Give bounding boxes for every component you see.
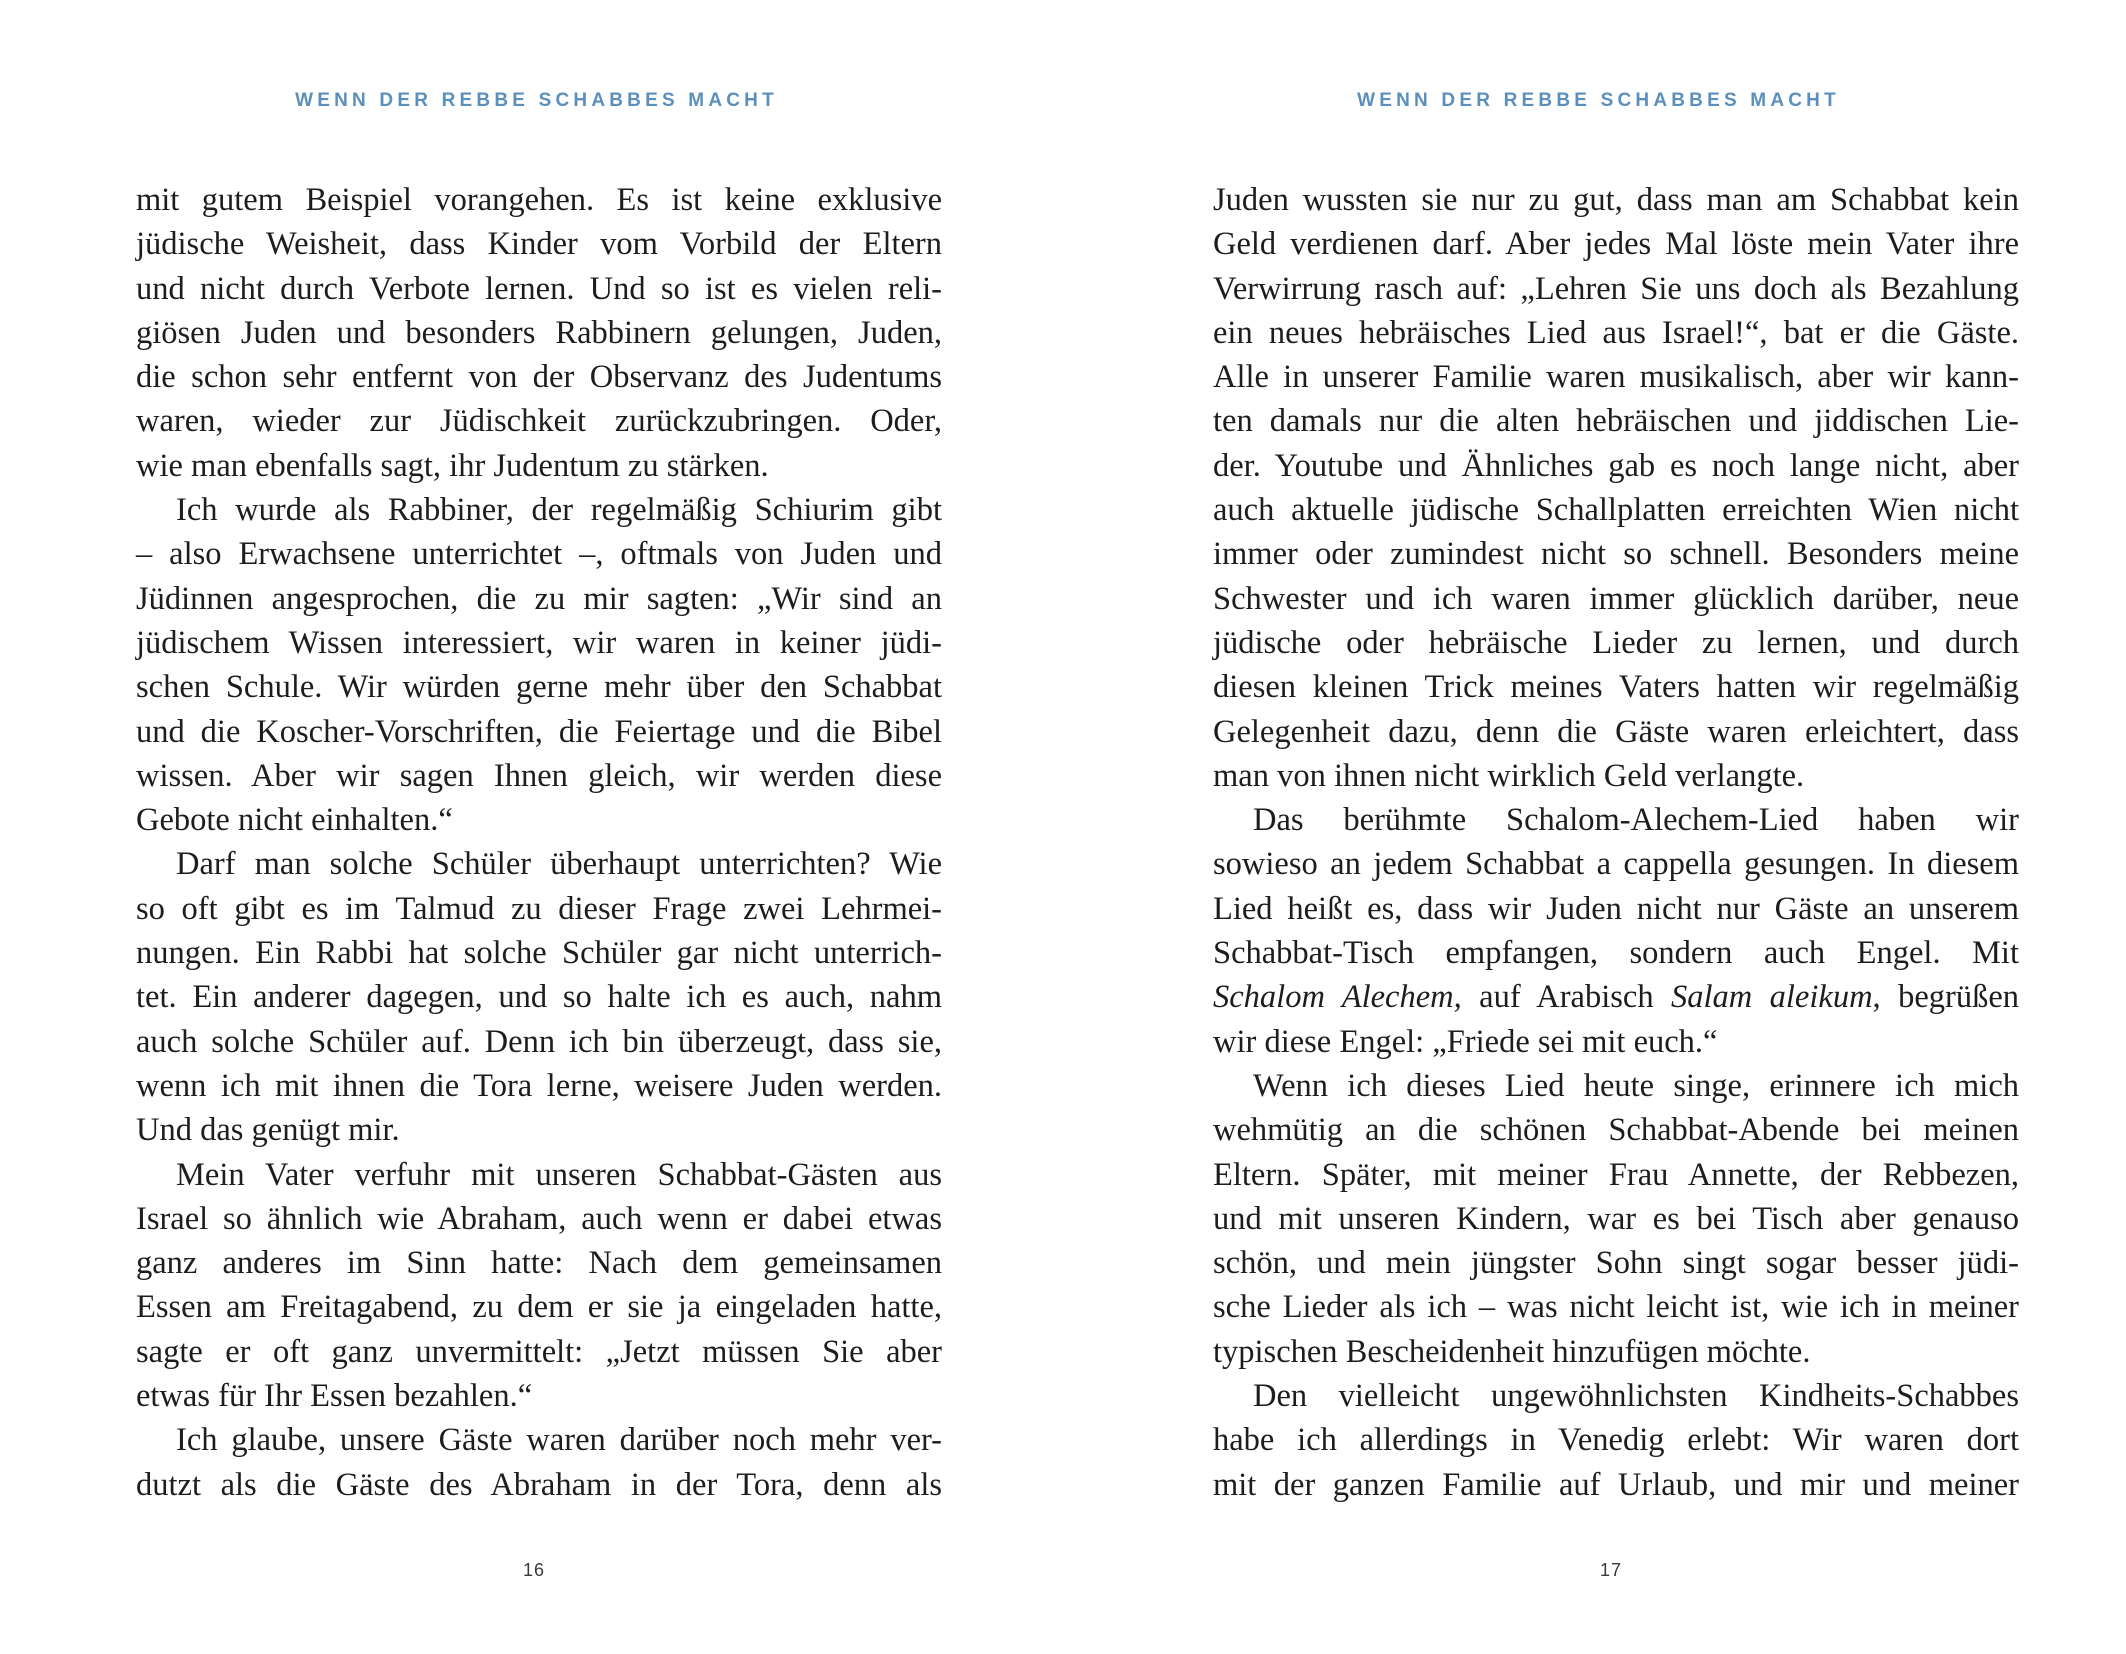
text-line: Und das genügt mir.: [136, 1112, 400, 1149]
text-line: typischen Bescheidenheit hinzufügen möchte.: [1213, 1333, 1811, 1370]
text-line: Alle in unserer Familie waren musikalisch, aber wir kann-: [1213, 359, 2019, 396]
text-line: wir diese Engel: „Friede sei mit euch.“: [1213, 1023, 1718, 1060]
text-line: Den vielleicht ungewöhnlichsten Kindheits-Schabbes: [1253, 1378, 2019, 1415]
text-line: Ich glaube, unsere Gäste waren darüber noch mehr ver-: [176, 1422, 942, 1459]
page-number: 16: [523, 1560, 546, 1580]
text-line: Mein Vater verfuhr mit unseren Schabbat-Gästen aus: [176, 1156, 942, 1193]
text-line: jüdische Weisheit, dass Kinder vom Vorbild der Eltern: [136, 226, 942, 263]
text-line: ganz anderes im Sinn hatte: Nach dem gemeinsamen: [136, 1245, 942, 1282]
body-text: [136, 178, 942, 1507]
text-line: sowieso an jedem Schabbat a cappella gesungen. In diesem: [1213, 846, 2019, 883]
running-head: WENN DER REBBE SCHABBES MACHT: [1357, 90, 1840, 111]
text-span: , begrüßen: [1872, 979, 2019, 1016]
text-span: auf Arabisch: [1461, 979, 1671, 1016]
text-line: etwas für Ihr Essen bezahlen.“: [136, 1378, 533, 1415]
text-line: sagte er oft ganz unvermittelt: „Jetzt müssen Sie aber: [136, 1333, 942, 1370]
text-line: so oft gibt es im Talmud zu dieser Frage zwei Lehrmei-: [136, 890, 942, 927]
text-line: giösen Juden und besonders Rabbinern gelungen, Juden,: [136, 314, 942, 351]
text-line: mit der ganzen Familie auf Urlaub, und mir und meiner: [1213, 1466, 2019, 1503]
italic-text: Salam aleikum: [1671, 979, 1873, 1016]
running-head: WENN DER REBBE SCHABBES MACHT: [295, 90, 778, 111]
body-text: [1213, 178, 2019, 1507]
text-line: und nicht durch Verbote lernen. Und so ist es vielen reli-: [136, 270, 942, 307]
text-line: auch solche Schüler auf. Denn ich bin überzeugt, dass sie,: [136, 1023, 942, 1060]
text-line: Gelegenheit dazu, denn die Gäste waren erleichtert, dass: [1213, 713, 2019, 750]
text-line: wehmütig an die schönen Schabbat-Abende bei meinen: [1213, 1112, 2019, 1149]
text-line: Schabbat-Tisch empfangen, sondern auch Engel. Mit: [1213, 935, 2019, 972]
text-line: wissen. Aber wir sagen Ihnen gleich, wir werden diese: [136, 757, 942, 794]
text-line: habe ich allerdings in Venedig erlebt: Wir waren dort: [1213, 1422, 2019, 1459]
text-line: immer oder zumindest nicht so schnell. Besonders meine: [1213, 536, 2019, 573]
text-line: nungen. Ein Rabbi hat solche Schüler gar nicht unterrich-: [136, 935, 942, 972]
text-line: Ich wurde als Rabbiner, der regelmäßig Schiurim gibt: [176, 492, 942, 529]
page-number: 17: [1600, 1560, 1623, 1580]
text-line: Verwirrung rasch auf: „Lehren Sie uns doch als Bezahlung: [1213, 270, 2019, 307]
text-line: – also Erwachsene unterrichtet –, oftmals von Juden und: [136, 536, 942, 573]
text-line: diesen kleinen Trick meines Vaters hatten wir regelmäßig: [1213, 669, 2019, 706]
text-line: mit gutem Beispiel vorangehen. Es ist keine exklusive: [136, 182, 942, 218]
text-line: jüdische oder hebräische Lieder zu lernen, und durch: [1213, 624, 2019, 661]
text-line: schen Schule. Wir würden gerne mehr über den Schabbat: [136, 669, 942, 706]
text-line: Essen am Freitagabend, zu dem er sie ja eingeladen hatte,: [136, 1289, 942, 1326]
text-line: ten damals nur die alten hebräischen und jiddischen Lie-: [1213, 403, 2019, 440]
text-line: und die Koscher-Vorschriften, die Feiertage und die Bibel: [136, 713, 942, 750]
text-line: schön, und mein jüngster Sohn singt sogar besser jüdi-: [1213, 1245, 2019, 1282]
text-line: und mit unseren Kindern, war es bei Tisch aber genauso: [1213, 1200, 2019, 1237]
text-line: man von ihnen nicht wirklich Geld verlangte.: [1213, 757, 1805, 794]
text-line: Gebote nicht einhalten.“: [136, 802, 453, 839]
text-line: [1213, 975, 2019, 1019]
text-line: Das berühmte Schalom-Alechem-Lied haben wir: [1253, 802, 2019, 839]
italic-text: Schalom Alechem,: [1213, 979, 1462, 1016]
text-line: Jüdinnen angesprochen, die zu mir sagten: „Wir sind an: [136, 580, 942, 617]
text-line: Israel so ähnlich wie Abraham, auch wenn er dabei etwas: [136, 1200, 942, 1237]
text-line: die schon sehr entfernt von der Observanz des Judentums: [136, 359, 942, 396]
text-line: Lied heißt es, dass wir Juden nicht nur Gäste an unserem: [1213, 890, 2019, 927]
text-line: Schwester und ich waren immer glücklich darüber, neue: [1213, 580, 2019, 617]
right-page: [1063, 0, 2126, 1654]
text-line: jüdischem Wissen interessiert, wir waren in keiner jüdi-: [136, 624, 942, 661]
text-line: waren, wieder zur Jüdischkeit zurückzubringen. Oder,: [136, 403, 942, 440]
text-line: Eltern. Später, mit meiner Frau Annette, der Rebbezen,: [1213, 1156, 2019, 1193]
text-line: Geld verdienen darf. Aber jedes Mal löste mein Vater ihre: [1213, 226, 2019, 263]
text-line: wenn ich mit ihnen die Tora lerne, weisere Juden werden.: [136, 1067, 942, 1104]
text-line: der. Youtube und Ähnliches gab es noch lange nicht, aber: [1213, 447, 2019, 484]
text-line: ein neues hebräisches Lied aus Israel!“, bat er die Gäste.: [1213, 314, 2019, 351]
text-line: Darf man solche Schüler überhaupt unterrichten? Wie: [176, 846, 942, 883]
text-line: tet. Ein anderer dagegen, und so halte ich es auch, nahm: [136, 979, 942, 1016]
text-line: Wenn ich dieses Lied heute singe, erinnere ich mich: [1253, 1067, 2019, 1104]
text-line: sche Lieder als ich – was nicht leicht ist, wie ich in meiner: [1213, 1289, 2019, 1326]
text-line: Juden wussten sie nur zu gut, dass man am Schabbat kein: [1213, 182, 2019, 218]
text-line: wie man ebenfalls sagt, ihr Judentum zu stärken.: [136, 447, 769, 484]
text-line: dutzt als die Gäste des Abraham in der Tora, denn als: [136, 1466, 942, 1503]
text-line: auch aktuelle jüdische Schallplatten erreichten Wien nicht: [1213, 492, 2019, 529]
